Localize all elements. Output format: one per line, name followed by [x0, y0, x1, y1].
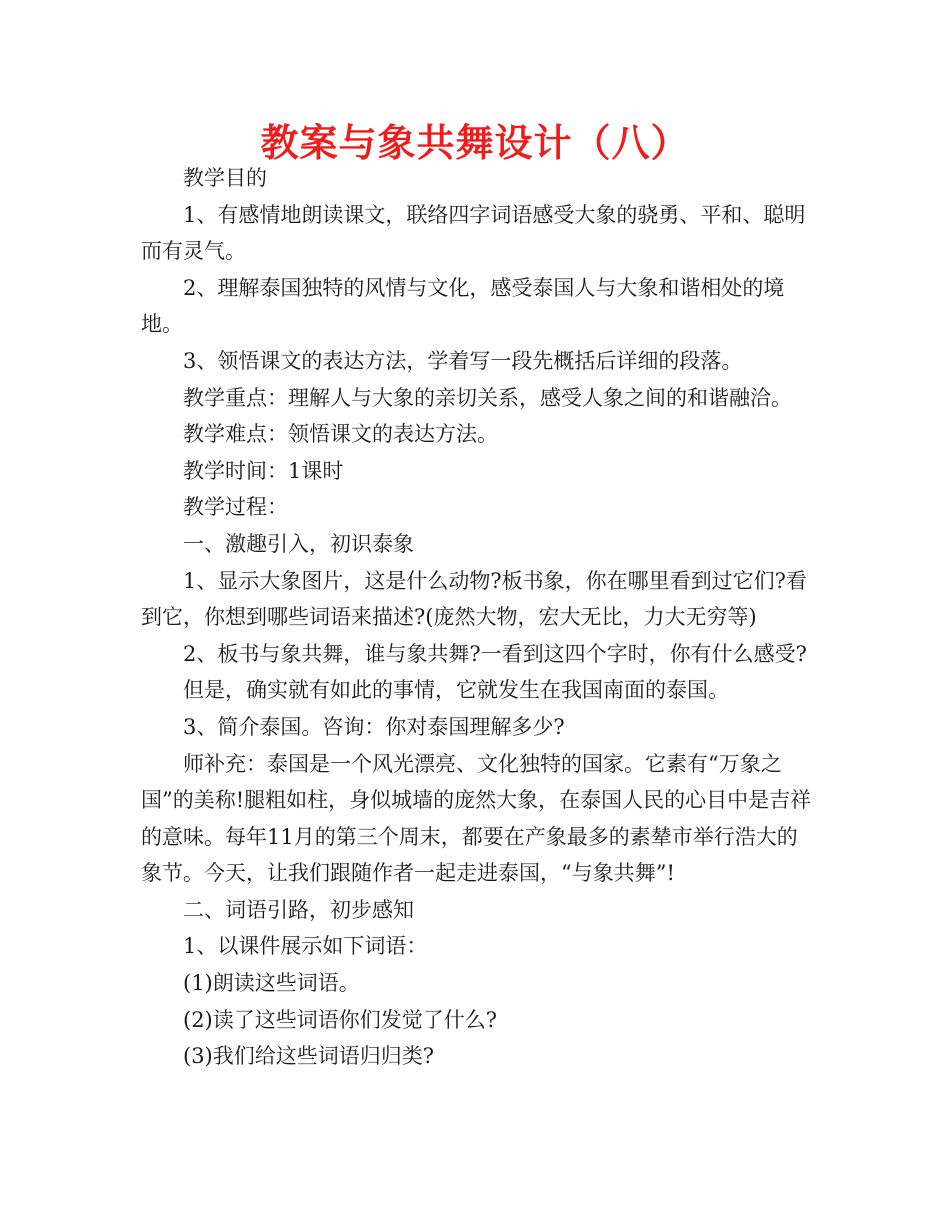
paragraph: 2、板书与象共舞，谁与象共舞?一看到这四个字时，你有什么感受? [183, 641, 807, 666]
paragraph: 教学目的 [183, 166, 267, 190]
document-body [141, 160, 813, 1075]
paragraph: (1)朗读这些词语。 [183, 971, 360, 996]
paragraph: (3)我们给这些词语归归类? [183, 1044, 435, 1069]
paragraph: 师补充：泰国是一个风光漂亮、文化独特的国家。它素有“万象之国”的美称!腿粗如柱，身似城墙的庞然大象，在泰国人民的心目中是吉祥的意味。每年11月的第三个周末，都要在产象最多的素辇市举行浩大的象节。今天，让我们跟随作者一起走进泰国，“与象共舞”! [141, 751, 812, 886]
document-title: 教案与象共舞设计（八） [260, 121, 690, 165]
paragraph: 1、以课件展示如下词语： [183, 934, 428, 959]
paragraph: 但是，确实就有如此的事情，它就发生在我国南面的泰国。 [183, 678, 729, 703]
paragraph: 二、词语引路，初步感知 [183, 897, 414, 922]
paragraph: 教学过程： [183, 495, 288, 520]
paragraph: 1、显示大象图片，这是什么动物?板书象，你在哪里看到过它们?看到它，你想到哪些词语来描述?(庞然大物，宏大无比，力大无穷等) [141, 568, 807, 630]
paragraph: 教学重点：理解人与大象的亲切关系，感受人象之间的和谐融洽。 [183, 385, 792, 410]
paragraph: 3、领悟课文的表达方法，学着写一段先概括后详细的段落。 [183, 348, 743, 373]
paragraph: 3、简介泰国。咨询：你对泰国理解多少? [183, 714, 565, 739]
paragraph: (2)读了这些词语你们发觉了什么? [183, 1007, 498, 1032]
paragraph: 教学难点：领悟课文的表达方法。 [183, 422, 498, 447]
paragraph: 1、有感情地朗读课文，联络四字词语感受大象的骁勇、平和、聪明而有灵气。 [141, 202, 806, 264]
paragraph: 2、理解泰国独特的风情与文化，感受泰国人与大象和谐相处的境地。 [141, 275, 785, 337]
paragraph: 教学时间：1课时 [183, 458, 344, 483]
paragraph: 一、激趣引入，初识泰象 [183, 531, 414, 556]
